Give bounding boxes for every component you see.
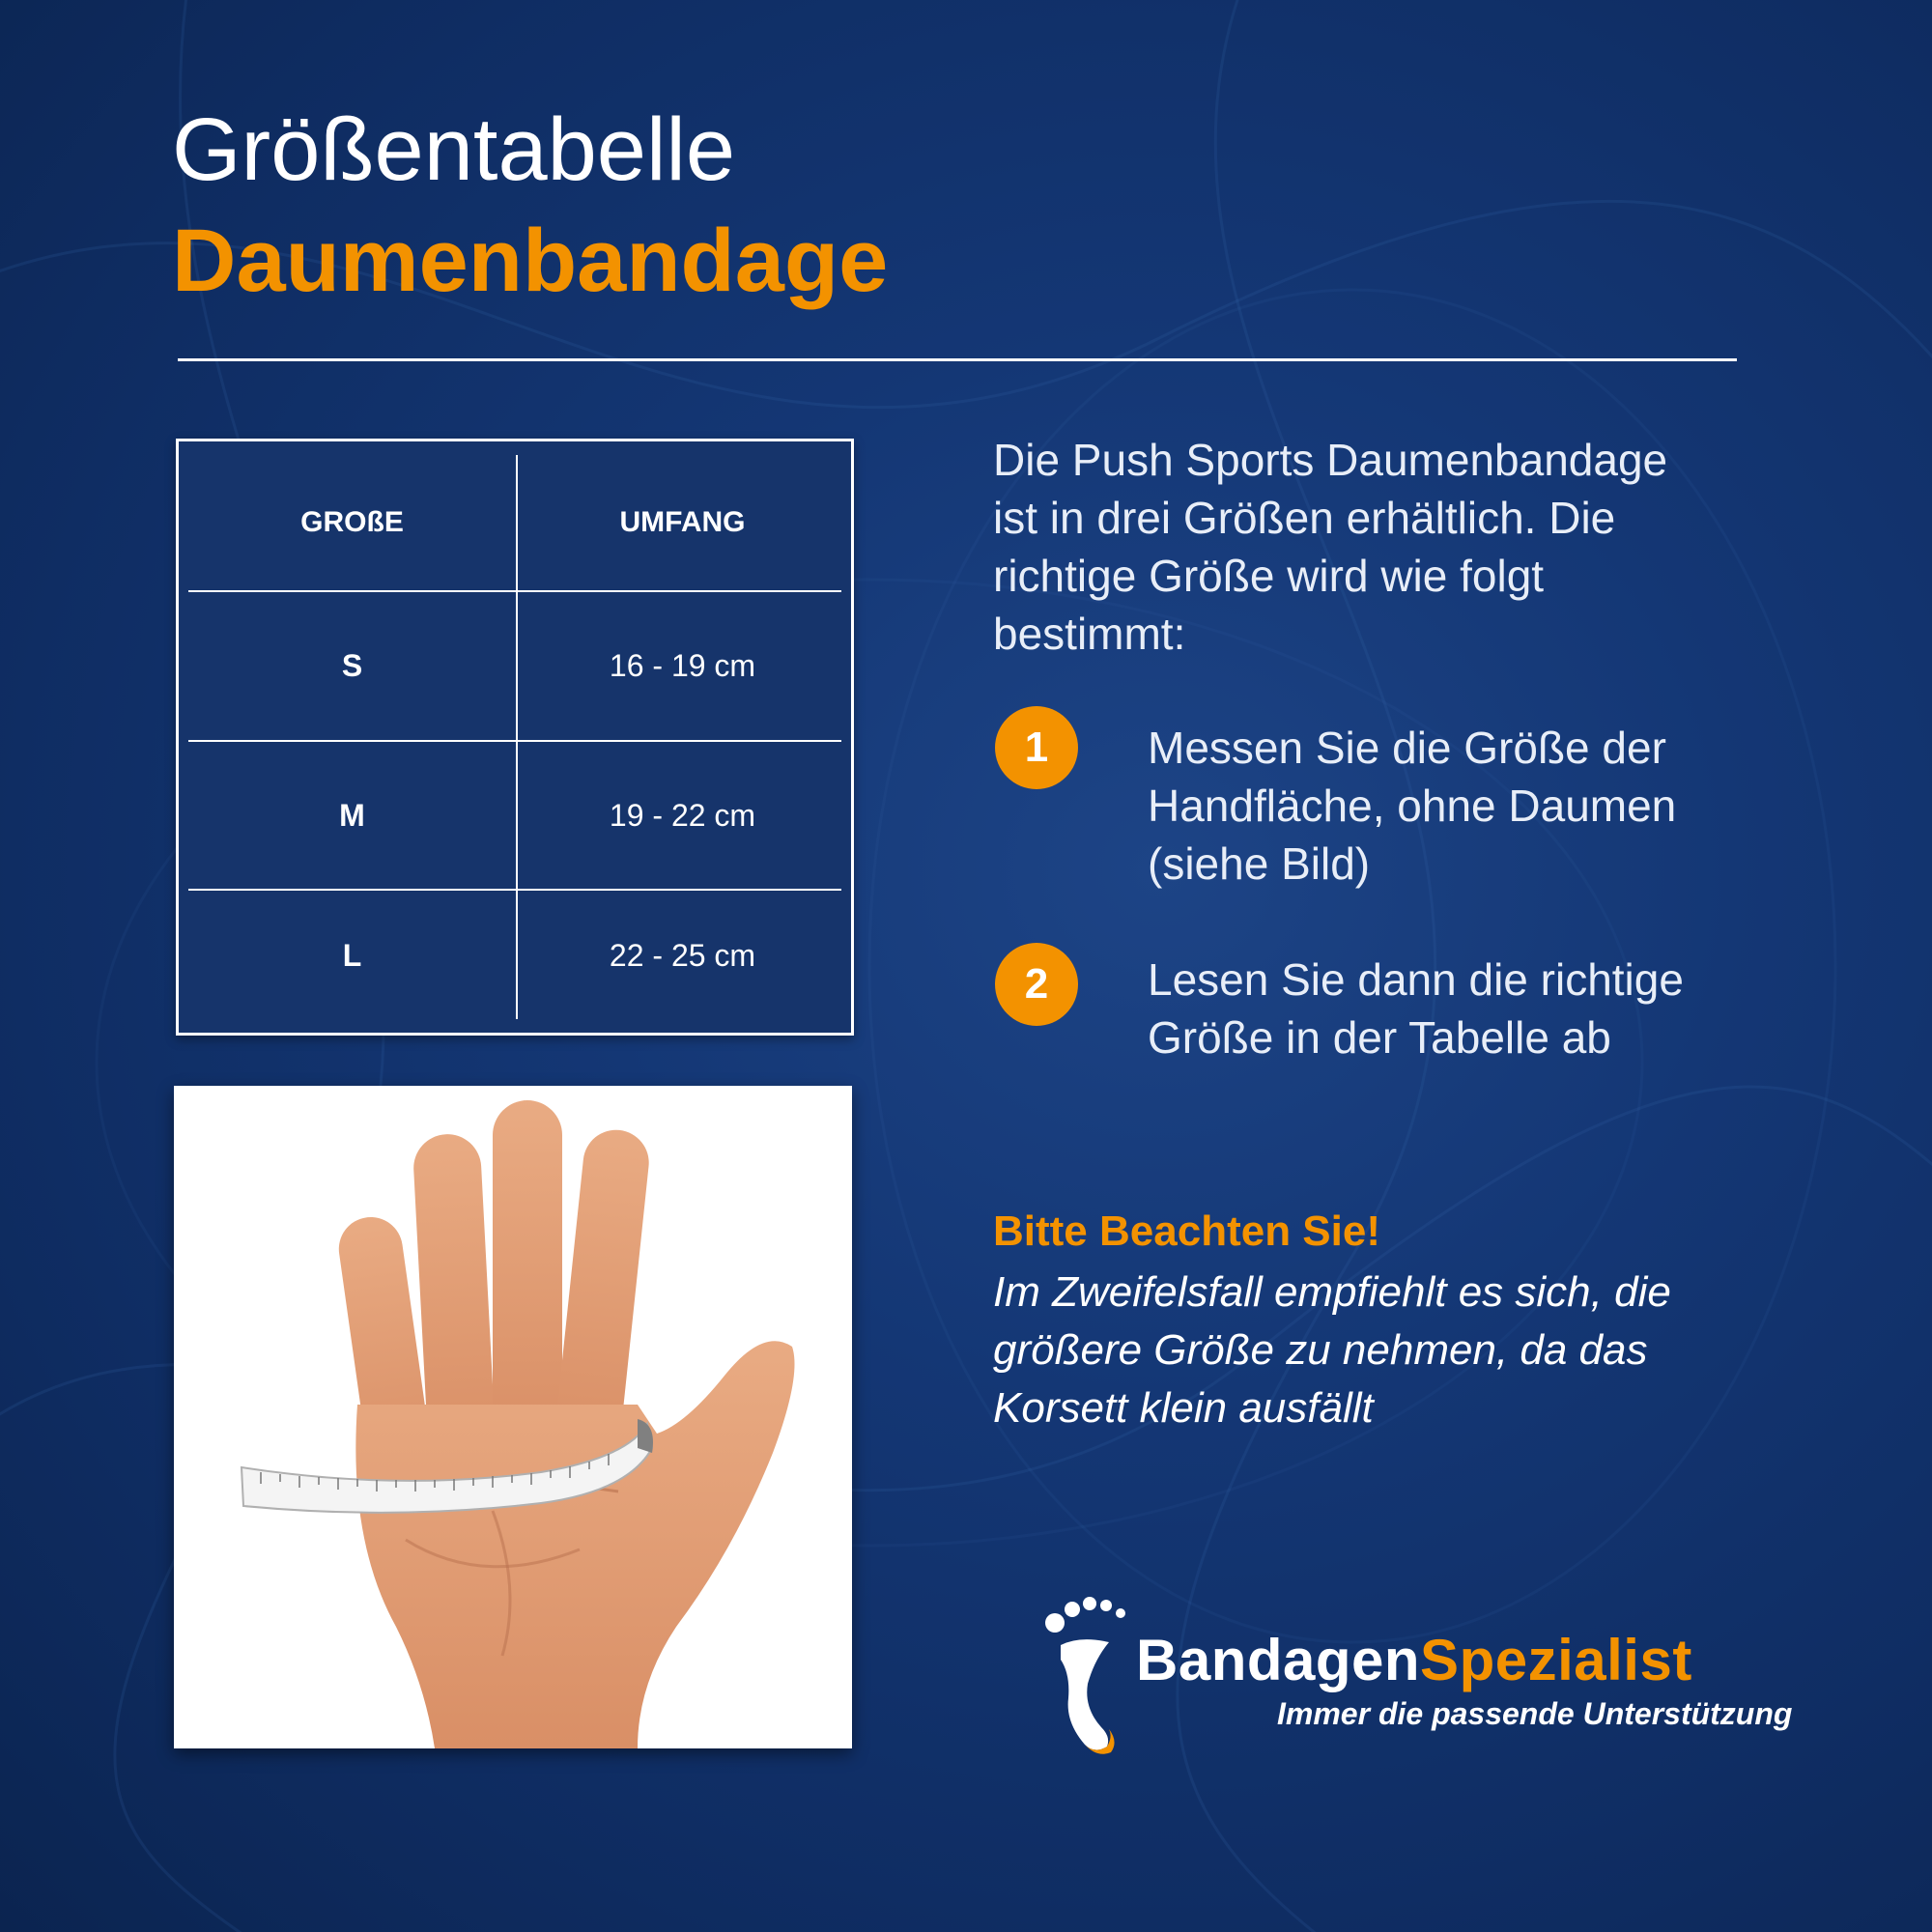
step-line: Größe in der Tabelle ab [1148, 1012, 1611, 1063]
table-cell-circumference: 16 - 19 cm [609, 648, 756, 683]
intro-line: bestimmt: [993, 609, 1186, 659]
intro-line: ist in drei Größen erhältlich. Die [993, 493, 1616, 543]
title-divider [178, 358, 1737, 361]
brand-name-part1: Bandagen [1136, 1628, 1421, 1692]
note-line: Korsett klein ausfällt [993, 1384, 1374, 1432]
hand-measuring-illustration [174, 1086, 852, 1748]
table-cell-circumference: 22 - 25 cm [609, 938, 756, 973]
column-header-circumference: UMFANG [619, 506, 746, 538]
table-cell-size: M [339, 797, 365, 833]
note-line: Im Zweifelsfall empfiehlt es sich, die [993, 1268, 1671, 1316]
note-line: größere Größe zu nehmen, da das [993, 1326, 1648, 1374]
intro-line: Die Push Sports Daumenbandage [993, 435, 1668, 485]
step-line: Messen Sie die Größe der [1148, 723, 1666, 773]
page-title: Größentabelle [172, 100, 735, 199]
footprint-logo-icon [1041, 1592, 1138, 1756]
table-cell-size: S [341, 648, 363, 683]
note-title: Bitte Beachten Sie! [993, 1208, 1380, 1255]
table-cell-size: L [342, 938, 362, 973]
page-subtitle: Daumenbandage [172, 212, 889, 310]
step-line: (siehe Bild) [1148, 838, 1371, 889]
step-2-badge: 2 [995, 943, 1078, 1026]
step-1-badge: 1 [995, 706, 1078, 789]
brand-tagline: Immer die passende Unterstützung [1277, 1696, 1793, 1731]
step-2-text [1148, 951, 1766, 1066]
brand-name-part2: Spezialist [1420, 1628, 1692, 1692]
note-text [993, 1264, 1766, 1437]
column-header-size: GROßE [300, 506, 404, 538]
step-1-text [1148, 719, 1766, 893]
brand-name [1136, 1627, 1692, 1693]
table-cell-circumference: 19 - 22 cm [609, 797, 756, 833]
intro-line: richtige Größe wird wie folgt [993, 551, 1545, 601]
intro-text [993, 431, 1766, 663]
step-line: Handfläche, ohne Daumen [1148, 781, 1677, 831]
size-table [176, 439, 854, 1036]
step-line: Lesen Sie dann die richtige [1148, 954, 1684, 1005]
